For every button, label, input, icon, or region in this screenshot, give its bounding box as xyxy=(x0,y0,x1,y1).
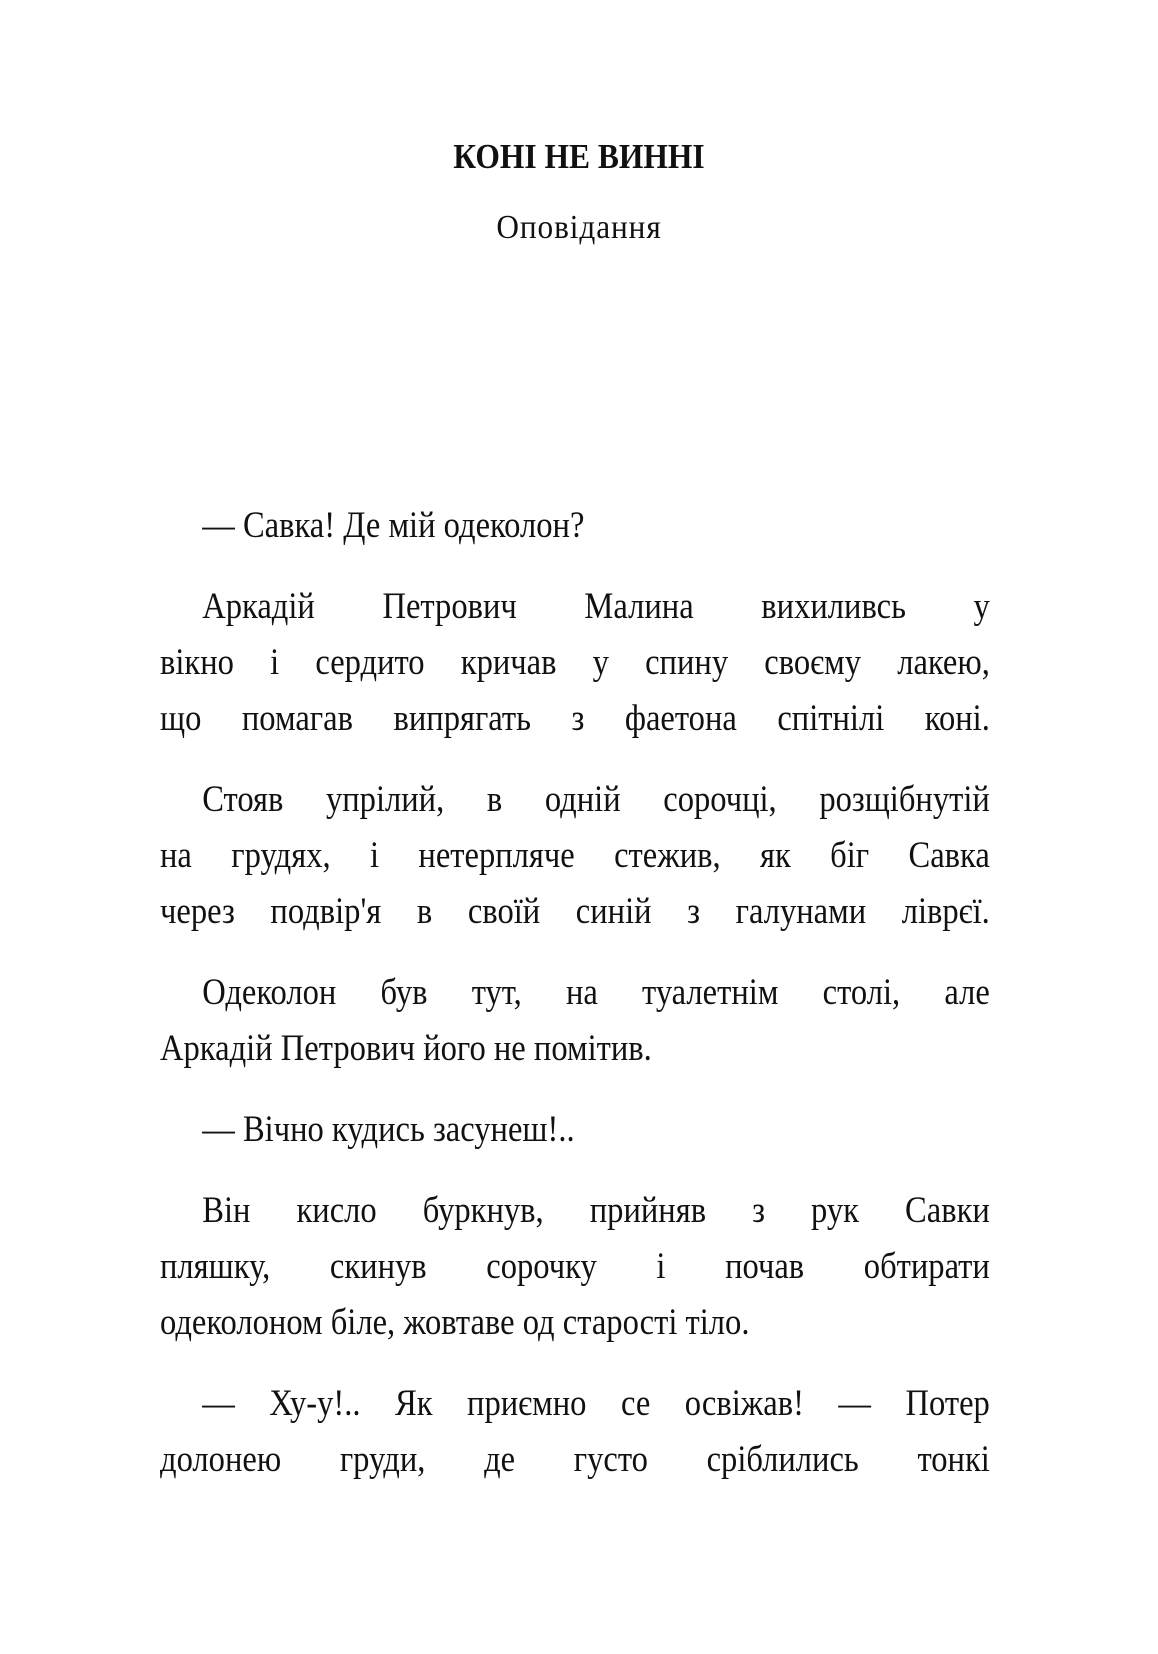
text-line: через подвір'я в своїй синій з галунами ліврєї. xyxy=(160,891,990,932)
paragraph xyxy=(160,579,990,747)
text-line: — Савка! Де мій одеколон? xyxy=(202,505,585,546)
text-line: одеколоном біле, жовтаве од старості тіло. xyxy=(160,1302,750,1343)
text-line: Одеколон був тут, на туалетнім столі, але xyxy=(202,972,990,1013)
text-line: Аркадій Петрович Малина вихиливсь у xyxy=(202,586,990,627)
story-subtitle: Оповідання xyxy=(496,209,662,246)
text-line: вікно і сердито кричав у спину своєму лакею, xyxy=(160,642,990,683)
text-line: Він кисло буркнув, прийняв з рук Савки xyxy=(202,1190,990,1231)
paragraph xyxy=(160,1376,990,1488)
paragraph xyxy=(160,772,990,940)
text-line: — Вічно кудись засунеш!.. xyxy=(202,1109,575,1150)
paragraph xyxy=(160,1102,990,1158)
text-line: Стояв упрілий, в одній сорочці, розщібнутій xyxy=(202,779,990,820)
paragraph xyxy=(160,498,990,554)
paragraph xyxy=(160,1183,990,1351)
text-line: долонею груди, де густо сріблились тонкі xyxy=(160,1439,990,1480)
paragraph xyxy=(160,965,990,1077)
story-body xyxy=(160,498,990,1488)
story-title: КОНІ НЕ ВИННІ xyxy=(453,137,705,176)
text-line: — Ху-у!.. Як приємно се освіжав! — Потер xyxy=(202,1383,990,1424)
text-line: Аркадій Петрович його не помітив. xyxy=(160,1028,652,1069)
text-line: пляшку, скинув сорочку і почав обтирати xyxy=(160,1246,990,1287)
text-line: на грудях, і нетерпляче стежив, як біг Савка xyxy=(160,835,990,876)
text-line: що помагав випрягать з фаетона спітнілі коні. xyxy=(160,698,990,739)
